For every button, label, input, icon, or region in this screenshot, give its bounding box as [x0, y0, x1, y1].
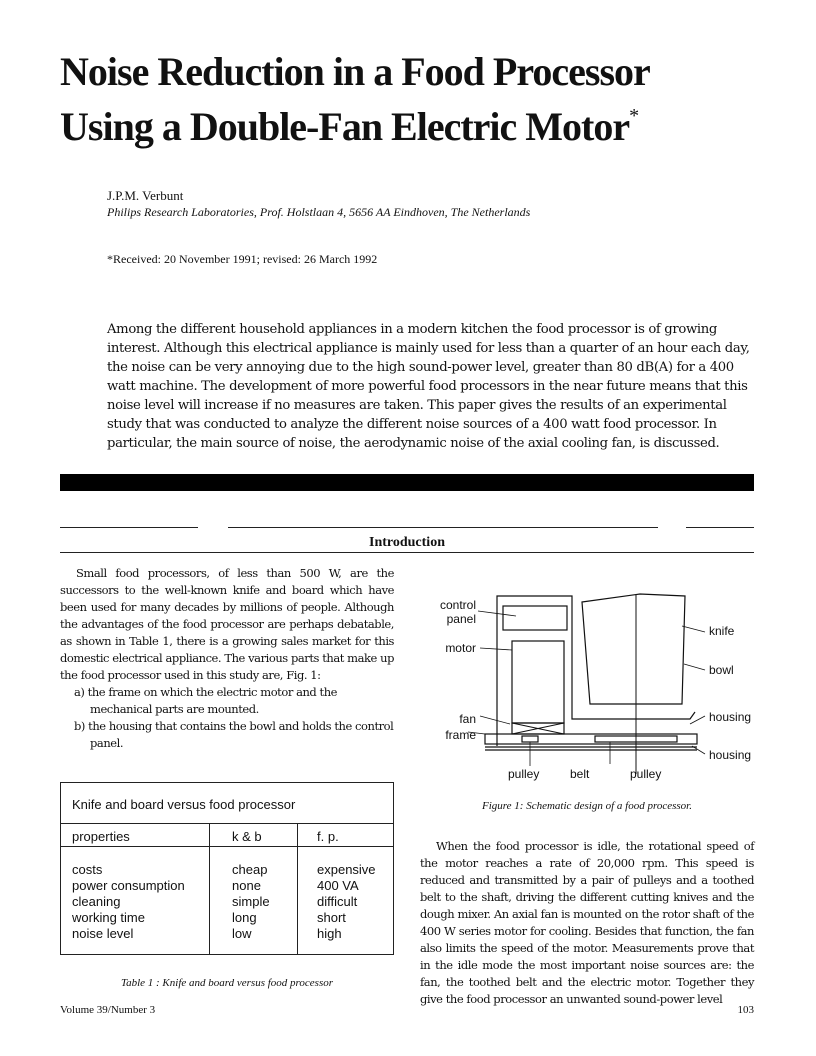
table-cell: difficult: [317, 894, 358, 909]
label-motor: motor: [445, 641, 476, 655]
motor-shape: [512, 641, 564, 723]
food-processor-diagram: [420, 584, 760, 784]
body-column-2: [420, 838, 754, 1008]
intro-list: [60, 684, 394, 752]
table-cell: long: [232, 910, 257, 925]
label-knife: knife: [709, 624, 735, 638]
table-column-header: properties: [72, 829, 130, 844]
label-panel: panel: [446, 612, 476, 626]
table-caption: Table 1 : Knife and board versus food processor: [120, 977, 334, 989]
table-column-header: f. p.: [317, 829, 339, 844]
table-cell: working time: [72, 910, 145, 925]
housing-shape: [572, 704, 695, 719]
label-housing-top: housing: [709, 710, 752, 724]
table-cell: cleaning: [72, 894, 121, 909]
rule-below-heading: [60, 552, 754, 553]
section-heading: Introduction: [369, 535, 445, 550]
section-bar: [60, 474, 754, 491]
abstract: Among the different household appliances in a modern kitchen the food processor is of growing interest. Although this electrical appliance is mainly used for less than a quarter of an hour each day, the noise can be very annoying due to the high sound-power level, greater than 80 dB(A) for a 400 watt machine. The development of more powerful food processors in the near future means that this noise level will increase if no measures are taken. This paper gives the results of an experimental study that was conducted to analyze the different noise sources of a 400 watt food processor. In particular, the main source of noise, the aerodynamic noise of the axial cooling fan, is discussed.: [107, 322, 750, 451]
intro-column: [60, 565, 394, 752]
footer-volume: Volume 39/Number 3: [60, 1004, 156, 1016]
author: J.P.M. Verbunt: [107, 188, 184, 203]
paper-title: [60, 50, 780, 149]
table-cell: power consumption: [72, 878, 185, 893]
pulley-left-shape: [522, 736, 538, 742]
body-paragraph: When the food processor is idle, the rotational speed of the motor reaches a rate of 20,000 rpm. This speed is reduced and transmitted by a pair of pulleys and a toothed belt to the shaft, driving the different cutting knives and the dough mixer. An axial fan is mounted on the rotor shaft of the 400 W series motor for cooling. Besides that function, the fan also limits the speed of the motor. Measurements prove that in the idle mode the most important noise sources are: the fan, the toothed belt and the electric motor. Together they give the food processor an unwanted sound-power level: [420, 839, 754, 1006]
table-cell: low: [232, 926, 252, 941]
table-cell: costs: [72, 862, 103, 877]
table-column-divider: [209, 823, 210, 954]
bowl-shape: [582, 594, 685, 704]
table-cell: cheap: [232, 862, 268, 877]
title-line-2: [60, 94, 780, 149]
label-pulley-left: pulley: [508, 767, 540, 781]
label-frame: frame: [445, 728, 476, 742]
table-header-rule: [61, 846, 393, 847]
table-cell: short: [317, 910, 346, 925]
table-cell: noise level: [72, 926, 134, 941]
list-item: a) the frame on which the electric motor and the mechanical parts are mounted.: [74, 685, 338, 716]
rule-mid-top: [228, 527, 658, 528]
title-line-2-text: Using a Double-Fan Electric Motor: [60, 104, 630, 149]
table-cell: high: [317, 926, 342, 941]
control-panel-shape: [503, 606, 567, 630]
rule-left-top: [60, 527, 198, 528]
affiliation: Philips Research Laboratories, Prof. Holstlaan 4, 5656 AA Eindhoven, The Netherlands: [107, 205, 531, 219]
label-bowl: bowl: [709, 663, 734, 677]
page-number: 103: [737, 1004, 754, 1016]
table-cell: simple: [232, 894, 270, 909]
table-column-header: k & b: [232, 829, 262, 844]
title-line-1: Noise Reduction in a Food Processor: [60, 49, 650, 94]
table-rule: [61, 823, 393, 824]
label-control: control: [439, 598, 476, 612]
label-belt: belt: [570, 767, 590, 781]
label-fan: fan: [459, 712, 476, 726]
table-cell: 400 VA: [317, 878, 359, 893]
label-pulley-right: pulley: [630, 767, 662, 781]
received-note: *Received: 20 November 1991; revised: 26 March 1992: [107, 252, 378, 266]
title-footnote-marker: *: [629, 105, 639, 127]
label-housing-bottom: housing: [709, 748, 752, 762]
intro-paragraph: Small food processors, of less than 500 W, are the successors to the well-known knife and board which have been used for many decades by millions of people. Although the advantages of the food processor are perhaps debatable, as shown in Table 1, there is a growing sales market for this domestic electrical appliance. The various parts that make up the food processor used in this study are, Fig. 1:: [60, 566, 394, 682]
table-cell: expensive: [317, 862, 376, 877]
list-item: b) the housing that contains the bowl and holds the control panel.: [74, 719, 394, 750]
table-cell: none: [232, 878, 261, 893]
table-heading: Knife and board versus food processor: [72, 797, 296, 812]
table-column-divider: [297, 823, 298, 954]
figure-caption: Figure 1: Schematic design of a food processor.: [482, 800, 692, 812]
rule-right-top: [686, 527, 754, 528]
comparison-table: [60, 782, 394, 955]
